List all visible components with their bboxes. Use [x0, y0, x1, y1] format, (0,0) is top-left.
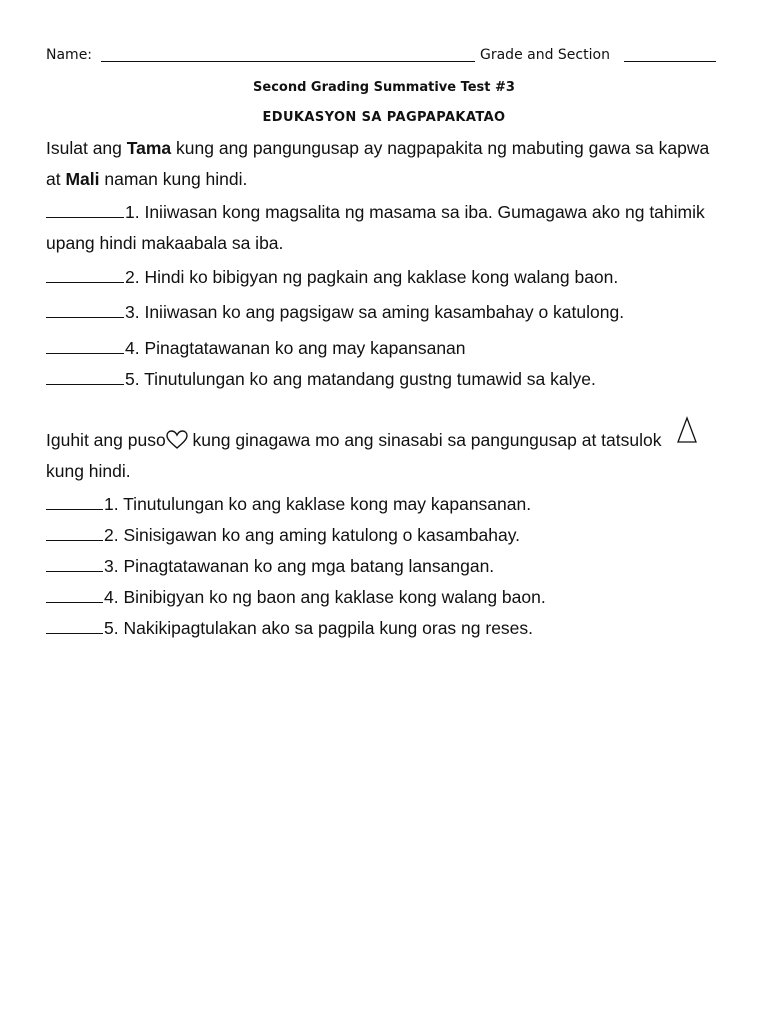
heart-icon: [166, 430, 188, 455]
answer-blank[interactable]: [46, 353, 124, 354]
part2-instruction-line1: Iguhit ang puso kung ginagawa mo ang sinasabi sa pangungusap at tatsulok: [46, 430, 662, 455]
part2-item-5: 5. Nakikipagtulakan ako sa pagpila kung oras ng reses.: [46, 618, 533, 639]
grade-section-field[interactable]: [624, 61, 716, 62]
triangle-icon: [676, 416, 698, 444]
subject-title: EDUKASYON SA PAGPAPAKATAO: [262, 110, 506, 125]
part2-instruction-line2: kung hindi.: [46, 461, 131, 481]
part1-item-1: 1. Iniiwasan kong magsalita ng masama sa iba. Gumagawa ako ng tahimik: [46, 202, 705, 223]
part1-item-5: 5. Tinutulungan ko ang matandang gustng tumawid sa kalye.: [46, 369, 596, 390]
part1-item-2: 2. Hindi ko bibigyan ng pagkain ang kaklase kong walang baon.: [46, 267, 618, 288]
part2-item-1: 1. Tinutulungan ko ang kaklase kong may kapansanan.: [46, 494, 531, 515]
answer-blank[interactable]: [46, 602, 103, 603]
part2-item-2: 2. Sinisigawan ko ang aming katulong o kasambahay.: [46, 525, 520, 546]
part2-item-3: 3. Pinagtatawanan ko ang mga batang lansangan.: [46, 556, 494, 577]
part1-instruction: [46, 133, 709, 195]
grade-section-label: Grade and Section: [480, 47, 610, 63]
mali-keyword: Mali: [65, 169, 100, 189]
header-row: [46, 47, 716, 67]
answer-blank[interactable]: [46, 540, 103, 541]
name-label: Name:: [46, 47, 93, 63]
part2-item-4: 4. Binibigyan ko ng baon ang kaklase kong walang baon.: [46, 587, 546, 608]
answer-blank[interactable]: [46, 633, 103, 634]
part1-instruction-line1: Isulat ang Tama kung ang pangungusap ay nagpapakita ng mabuting gawa sa kapwa: [46, 138, 710, 158]
part1-item-4: 4. Pinagtatawanan ko ang may kapansanan: [46, 338, 466, 359]
tama-keyword: Tama: [126, 138, 172, 158]
part1-item-3: 3. Iniiwasan ko ang pagsigaw sa aming kasambahay o katulong.: [46, 302, 624, 323]
answer-blank[interactable]: [46, 384, 124, 385]
part1-instruction-line2: at Mali naman kung hindi.: [46, 169, 248, 189]
answer-blank[interactable]: [46, 282, 124, 283]
name-field[interactable]: [101, 61, 475, 62]
answer-blank[interactable]: [46, 317, 124, 318]
answer-blank[interactable]: [46, 509, 103, 510]
test-title: Second Grading Summative Test #3: [253, 80, 515, 95]
part1-item-1-continued: upang hindi makaabala sa iba.: [46, 233, 284, 253]
answer-blank[interactable]: [46, 217, 124, 218]
answer-blank[interactable]: [46, 571, 103, 572]
